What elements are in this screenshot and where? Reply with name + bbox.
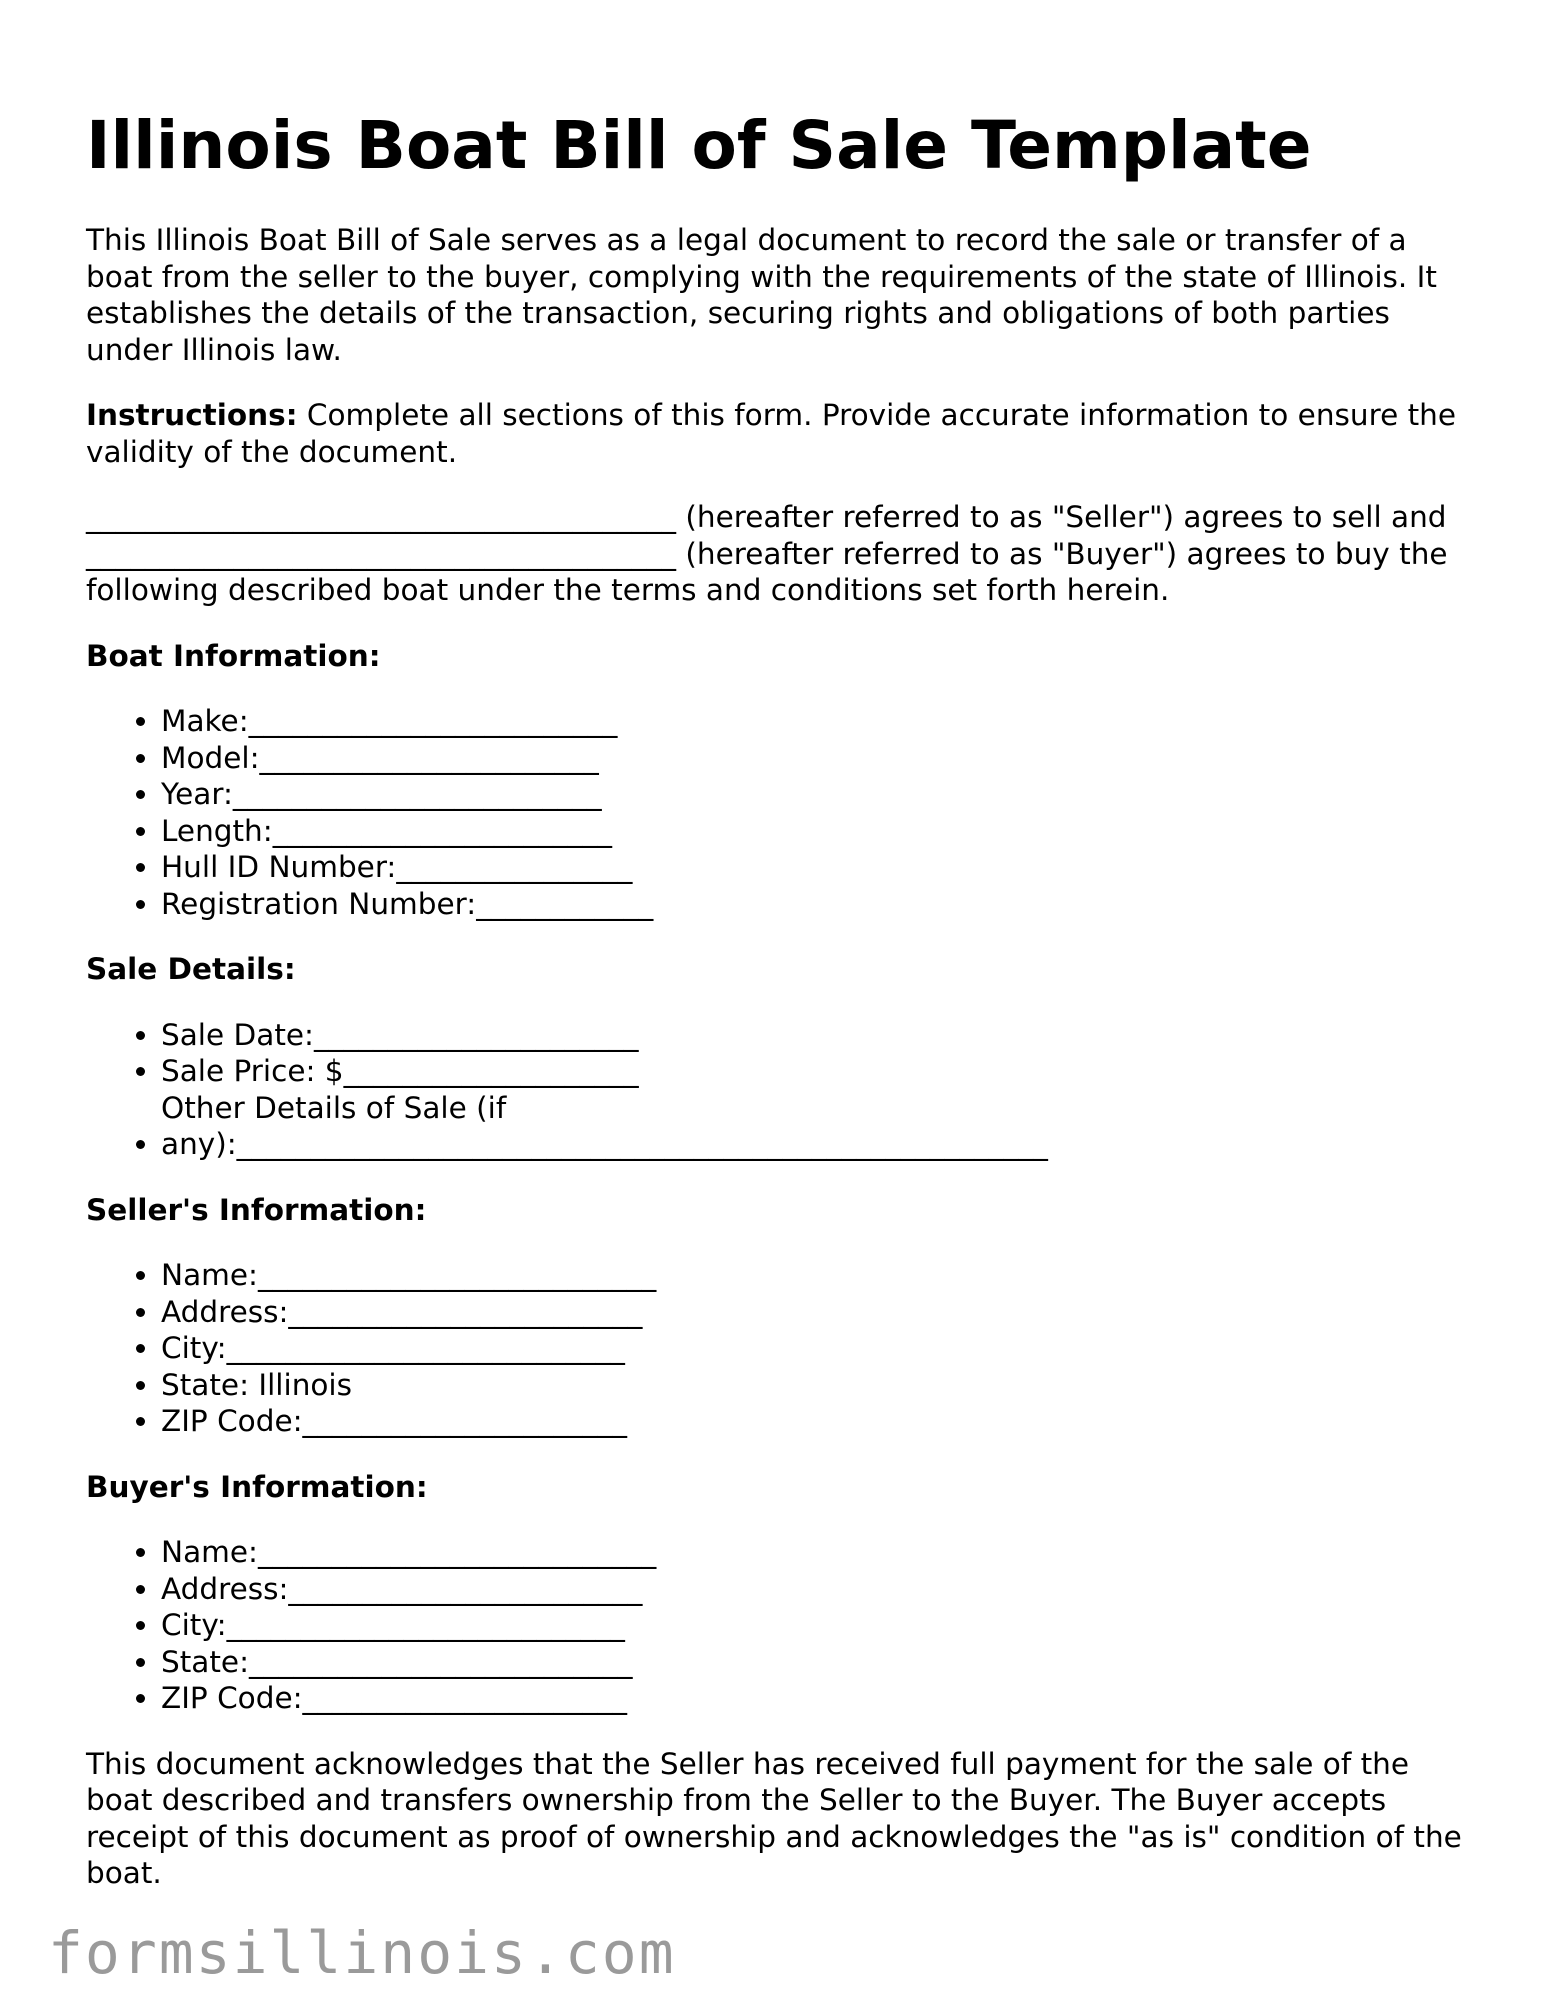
closing-paragraph: This document acknowledges that the Seller has received full payment for the sale of the boat described and transfers ownership from the Seller to the Buyer. The Buyer accepts receipt of this document as proof of ownership and acknowledges the "as is" condition of the boat. bbox=[86, 1746, 1462, 1890]
sale-other-details-text: Other Details of Sale (if any):_______________________________________________________ bbox=[161, 1090, 1048, 1161]
boat-length-field: • Length:_______________________ bbox=[161, 813, 1466, 850]
buyer-city-field: • City:___________________________ bbox=[161, 1607, 1466, 1644]
buyer-name-field: • Name:___________________________ bbox=[161, 1534, 1466, 1571]
sale-other-details-field bbox=[161, 1090, 1111, 1163]
document-body bbox=[86, 222, 1466, 1921]
boat-registration-field: • Registration Number:____________ bbox=[161, 886, 1466, 923]
seller-information-list bbox=[86, 1257, 1466, 1440]
seller-address-field: • Address:________________________ bbox=[161, 1294, 1466, 1331]
sale-details-heading: Sale Details: bbox=[86, 952, 296, 986]
boat-year-field: • Year:_________________________ bbox=[161, 776, 1466, 813]
boat-model-field: • Model:_______________________ bbox=[161, 740, 1466, 777]
seller-city-field: • City:___________________________ bbox=[161, 1330, 1466, 1367]
boat-make-field: • Make:_________________________ bbox=[161, 703, 1466, 740]
parties-paragraph: ________________________________________ (hereafter referred to as "Seller") agrees to sell and ________________________________________ (hereafter referred to as "Buyer") agrees to buy the following described boat under the terms and conditions set forth herein. bbox=[86, 500, 1448, 607]
boat-hull-id-field: • Hull ID Number:________________ bbox=[161, 849, 1466, 886]
seller-state-field: • State: Illinois bbox=[161, 1367, 1466, 1404]
intro-paragraph: This Illinois Boat Bill of Sale serves as a legal document to record the sale or transfer of a boat from the seller to the buyer, complying with the requirements of the state of Illinois. It establishes the details of the transaction, securing rights and obligations of both parties under Illinois law. bbox=[86, 223, 1437, 367]
page-title: Illinois Boat Bill of Sale Template bbox=[86, 107, 1312, 184]
site-watermark: formsillinois.com bbox=[48, 1919, 676, 1987]
sale-date-field: • Sale Date:______________________ bbox=[161, 1017, 1466, 1054]
sale-price-field: • Sale Price: $____________________ bbox=[161, 1053, 1466, 1090]
buyer-information-heading: Buyer's Information: bbox=[86, 1469, 428, 1504]
seller-name-field: • Name:___________________________ bbox=[161, 1257, 1466, 1294]
sale-details-list bbox=[86, 1017, 1466, 1163]
buyer-information-list bbox=[86, 1534, 1466, 1717]
buyer-zip-field: • ZIP Code:______________________ bbox=[161, 1680, 1466, 1717]
boat-information-list bbox=[86, 703, 1466, 922]
boat-information-heading: Boat Information: bbox=[86, 638, 381, 673]
instructions-label: Instructions: bbox=[86, 398, 298, 432]
buyer-state-field: • State:__________________________ bbox=[161, 1644, 1466, 1681]
seller-information-heading: Seller's Information: bbox=[86, 1192, 427, 1227]
instructions-paragraph bbox=[86, 397, 1466, 470]
buyer-address-field: • Address:________________________ bbox=[161, 1571, 1466, 1608]
instructions-text: Complete all sections of this form. Provide accurate information to ensure the validity of the document. bbox=[86, 398, 1457, 469]
seller-zip-field: • ZIP Code:______________________ bbox=[161, 1403, 1466, 1440]
